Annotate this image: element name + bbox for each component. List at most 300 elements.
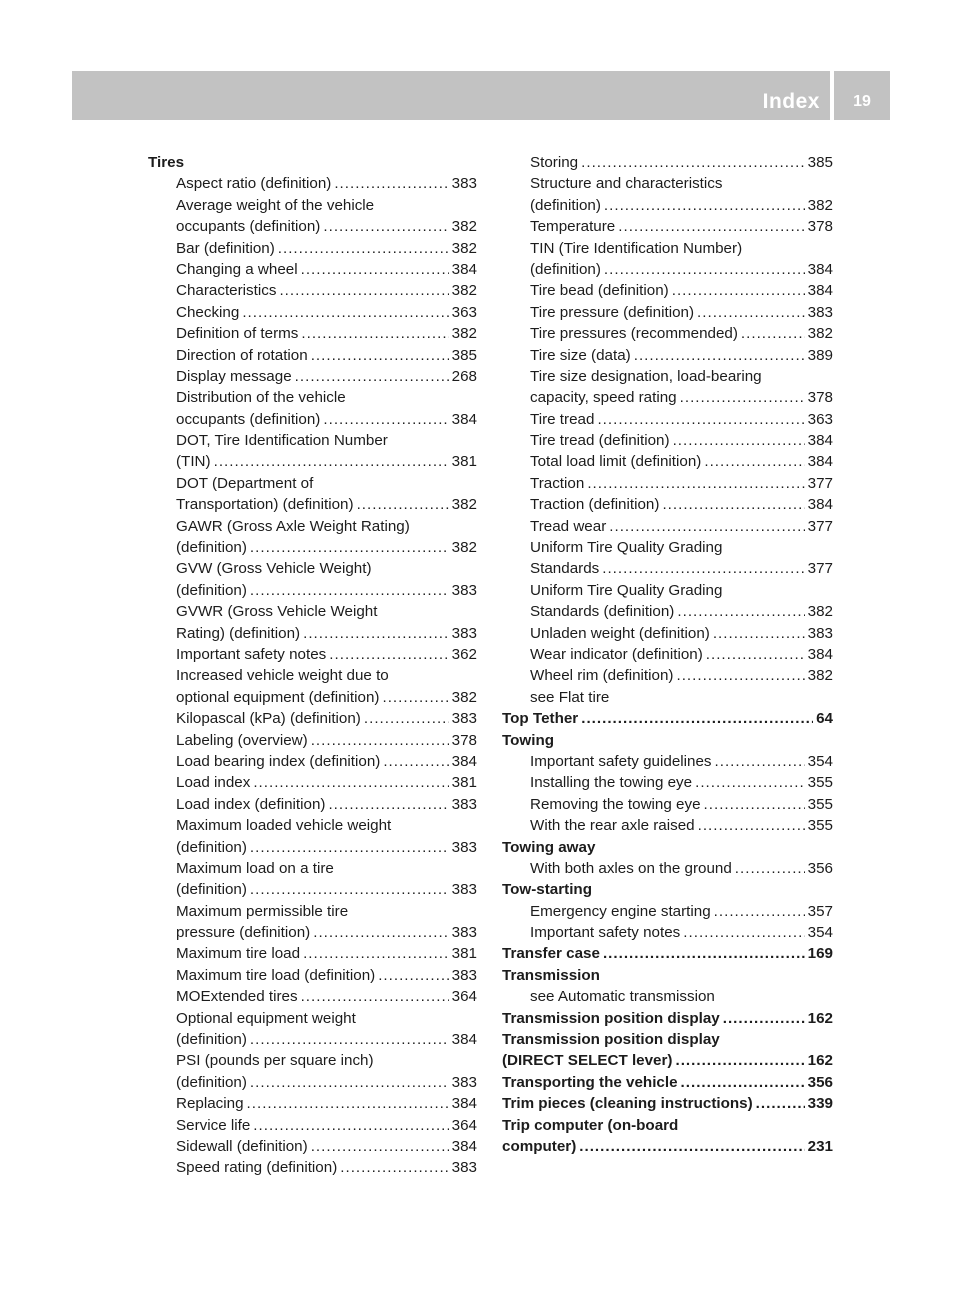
index-subentry	[502, 537, 833, 558]
index-subentry	[148, 430, 477, 451]
index-subentry	[502, 387, 833, 408]
index-entry	[502, 965, 833, 986]
page-reference: 383	[451, 1073, 477, 1091]
index-entry	[502, 1008, 833, 1029]
dot-leader	[323, 409, 448, 430]
dot-leader	[313, 922, 448, 943]
entry-text: (definition)	[176, 539, 247, 557]
entry-text: Aspect ratio (definition)	[176, 175, 332, 193]
entry-text: Increased vehicle weight due to	[176, 667, 389, 685]
entry-text: Transportation) (definition)	[176, 496, 354, 514]
dot-leader	[706, 644, 805, 665]
page-reference: 355	[807, 774, 833, 792]
dot-leader	[214, 451, 449, 472]
entry-text: Important safety notes	[530, 924, 681, 942]
dot-leader	[378, 965, 448, 986]
index-subentry	[148, 837, 477, 858]
page-reference: 383	[807, 624, 833, 642]
index-subentry	[148, 366, 477, 387]
entry-text: Towing	[502, 731, 555, 749]
index-subentry	[502, 216, 833, 237]
index-entry	[502, 708, 833, 729]
page-reference: 382	[807, 196, 833, 214]
entry-text: Total load limit (definition)	[530, 453, 702, 471]
index-subentry	[502, 922, 833, 943]
entry-text: Optional equipment weight	[176, 1009, 356, 1027]
page-reference: 377	[807, 560, 833, 578]
index-subentry	[502, 323, 833, 344]
page-reference: 383	[451, 710, 477, 728]
entry-text: Transmission position display	[502, 1031, 720, 1049]
page-reference: 384	[451, 752, 477, 770]
entry-text: (definition)	[176, 1031, 247, 1049]
page-reference: 381	[451, 453, 477, 471]
index-subentry	[148, 794, 477, 815]
entry-text: (definition)	[176, 881, 247, 899]
index-subentry	[148, 858, 477, 879]
index-subentry	[148, 772, 477, 793]
dot-leader	[328, 794, 448, 815]
entry-text: With both axles on the ground	[530, 859, 732, 877]
index-subentry	[502, 901, 833, 922]
index-subentry	[148, 1008, 477, 1029]
dot-leader	[311, 1136, 449, 1157]
page-reference: 383	[451, 924, 477, 942]
entry-text: Tire pressure (definition)	[530, 303, 695, 321]
dot-leader	[250, 1029, 449, 1050]
entry-text: Tread wear	[530, 517, 607, 535]
index-subentry	[502, 195, 833, 216]
dot-leader	[695, 772, 805, 793]
entry-text: Standards	[530, 560, 600, 578]
page-reference: 64	[816, 710, 833, 728]
page-reference: 383	[451, 795, 477, 813]
index-subentry	[502, 580, 833, 601]
page-reference: 339	[807, 1095, 833, 1113]
entry-text: Load index (definition)	[176, 795, 326, 813]
index-subentry	[502, 430, 833, 451]
page-reference: 381	[451, 945, 477, 963]
entry-text: Transfer case	[502, 945, 600, 963]
index-column-left	[148, 152, 477, 1179]
index-subentry	[148, 901, 477, 922]
page-reference: 378	[451, 731, 477, 749]
dot-leader	[311, 345, 449, 366]
entry-text: computer)	[502, 1137, 577, 1155]
index-subentry	[148, 345, 477, 366]
index-subentry	[148, 730, 477, 751]
page-reference: 354	[807, 752, 833, 770]
dot-leader	[340, 1157, 448, 1178]
entry-text: Direction of rotation	[176, 346, 308, 364]
entry-text: Maximum tire load	[176, 945, 301, 963]
entry-text: Changing a wheel	[176, 260, 298, 278]
dot-leader	[303, 943, 449, 964]
page-reference: 377	[807, 517, 833, 535]
index-subentry	[502, 601, 833, 622]
index-subentry	[502, 345, 833, 366]
entry-text: Distribution of the vehicle	[176, 389, 346, 407]
dot-leader	[677, 601, 804, 622]
entry-text: occupants (definition)	[176, 218, 321, 236]
page-reference: 383	[451, 175, 477, 193]
dot-leader	[278, 238, 449, 259]
dot-leader	[323, 216, 448, 237]
dot-leader	[714, 901, 805, 922]
index-entry	[502, 879, 833, 900]
dot-leader	[247, 1093, 449, 1114]
index-subentry	[502, 173, 833, 194]
index-subentry	[148, 1157, 477, 1178]
index-subentry	[148, 1136, 477, 1157]
page-reference: 384	[807, 260, 833, 278]
page-reference: 383	[451, 881, 477, 899]
index-subentry	[148, 409, 477, 430]
page-reference: 382	[451, 325, 477, 343]
index-subentry	[148, 815, 477, 836]
index-subentry	[148, 216, 477, 237]
page-reference: 378	[807, 218, 833, 236]
page-reference: 382	[807, 325, 833, 343]
entry-text: Top Tether	[502, 710, 579, 728]
page-reference: 384	[451, 1137, 477, 1155]
entry-text: Maximum load on a tire	[176, 859, 334, 877]
dot-leader	[597, 409, 804, 430]
index-subentry	[148, 1115, 477, 1136]
page-number-box	[834, 71, 890, 120]
entry-text: Uniform Tire Quality Grading	[530, 539, 723, 557]
entry-text: Trip computer (on-board	[502, 1116, 679, 1134]
page-reference: 382	[807, 667, 833, 685]
index-subentry	[148, 965, 477, 986]
index-subentry	[502, 665, 833, 686]
page-reference: 383	[807, 303, 833, 321]
dot-leader	[250, 1072, 449, 1093]
dot-leader	[609, 516, 804, 537]
index-entry	[502, 837, 833, 858]
index-subentry	[502, 623, 833, 644]
index-subentry	[148, 494, 477, 515]
entry-text: DOT (Department of	[176, 474, 314, 492]
dot-leader	[581, 152, 805, 173]
page-reference: 384	[807, 496, 833, 514]
index-subentry	[148, 601, 477, 622]
index-subentry	[148, 387, 477, 408]
entry-text: Tire size (data)	[530, 346, 631, 364]
page-reference: 383	[451, 1159, 477, 1177]
index-subentry	[502, 409, 833, 430]
index-subentry	[502, 794, 833, 815]
index-subentry	[502, 644, 833, 665]
entry-text: Load bearing index (definition)	[176, 752, 381, 770]
entry-text: Important safety guidelines	[530, 752, 712, 770]
index-subentry	[148, 986, 477, 1007]
dot-leader	[382, 687, 448, 708]
entry-text: pressure (definition)	[176, 924, 311, 942]
entry-text: Transporting the vehicle	[502, 1073, 678, 1091]
index-subentry	[502, 494, 833, 515]
entry-text: Storing	[530, 154, 579, 171]
entry-text: see Automatic transmission	[530, 988, 715, 1006]
entry-text: TIN (Tire Identification Number)	[530, 239, 743, 257]
dot-leader	[735, 858, 805, 879]
index-subentry	[148, 302, 477, 323]
index-subentry	[148, 195, 477, 216]
entry-text: capacity, speed rating	[530, 389, 677, 407]
index-entry	[148, 152, 477, 173]
entry-text: Tire tread	[530, 410, 595, 428]
dot-leader	[250, 580, 449, 601]
entry-text: see Flat tire	[530, 688, 610, 706]
dot-leader	[581, 708, 813, 729]
entry-text: Uniform Tire Quality Grading	[530, 581, 723, 599]
index-subentry	[502, 751, 833, 772]
index-subentry	[148, 1093, 477, 1114]
index-subentry	[502, 815, 833, 836]
index-subentry	[502, 687, 833, 708]
index-subentry	[502, 858, 833, 879]
dot-leader	[334, 173, 448, 194]
index-subentry	[148, 1072, 477, 1093]
index-subentry	[502, 473, 833, 494]
page-reference: 382	[451, 539, 477, 557]
dot-leader	[301, 323, 448, 344]
index-entry	[502, 730, 833, 751]
dot-leader	[301, 259, 449, 280]
index-subentry	[148, 644, 477, 665]
dot-leader	[242, 302, 448, 323]
page-reference: 363	[451, 303, 477, 321]
page-reference: 162	[807, 1009, 833, 1027]
page-reference: 357	[807, 902, 833, 920]
dot-leader	[618, 216, 804, 237]
entry-text: Wheel rim (definition)	[530, 667, 674, 685]
page-reference: 377	[807, 474, 833, 492]
index-subentry	[148, 708, 477, 729]
entry-text: Rating) (definition)	[176, 624, 301, 642]
entry-text: Tires	[148, 154, 185, 171]
entry-text: Traction	[530, 474, 585, 492]
entry-text: Bar (definition)	[176, 239, 275, 257]
index-subentry	[502, 772, 833, 793]
entry-text: (definition)	[176, 838, 247, 856]
dot-leader	[676, 665, 804, 686]
entry-text: Labeling (overview)	[176, 731, 308, 749]
entry-text: MOExtended tires	[176, 988, 298, 1006]
entry-text: Important safety notes	[176, 645, 327, 663]
page-reference: 384	[807, 282, 833, 300]
entry-text: GVW (Gross Vehicle Weight)	[176, 560, 372, 578]
entry-text: Definition of terms	[176, 325, 299, 343]
entry-text: (definition)	[530, 260, 601, 278]
entry-text: (definition)	[176, 581, 247, 599]
dot-leader	[604, 259, 805, 280]
entry-text: Sidewall (definition)	[176, 1137, 308, 1155]
index-entry	[502, 943, 833, 964]
dot-leader	[713, 623, 805, 644]
page-reference: 384	[451, 410, 477, 428]
dot-leader	[250, 537, 449, 558]
page-reference: 356	[807, 1073, 833, 1091]
entry-text: PSI (pounds per square inch)	[176, 1052, 374, 1070]
index-title: Index	[762, 90, 820, 113]
dot-leader	[697, 302, 805, 323]
dot-leader	[250, 837, 449, 858]
entry-text: Tow-starting	[502, 881, 592, 899]
dot-leader	[704, 451, 804, 472]
entry-text: Service life	[176, 1116, 251, 1134]
page-reference: 384	[451, 1095, 477, 1113]
page-reference: 383	[451, 581, 477, 599]
entry-text: Emergency engine starting	[530, 902, 711, 920]
index-entry	[502, 1050, 833, 1071]
entry-text: (definition)	[530, 196, 601, 214]
entry-text: Characteristics	[176, 282, 277, 300]
entry-text: GVWR (Gross Vehicle Weight	[176, 603, 378, 621]
page-reference: 384	[807, 432, 833, 450]
page-reference: 384	[451, 260, 477, 278]
dot-leader	[253, 772, 448, 793]
index-subentry	[148, 537, 477, 558]
page-reference: 381	[451, 774, 477, 792]
index-subentry	[148, 259, 477, 280]
index-subentry	[502, 152, 833, 173]
dot-leader	[634, 345, 805, 366]
dot-leader	[301, 986, 449, 1007]
dot-leader	[587, 473, 804, 494]
page-reference: 383	[451, 838, 477, 856]
entry-text: Towing away	[502, 838, 596, 856]
dot-leader	[253, 1115, 448, 1136]
index-subentry	[148, 280, 477, 301]
page-reference: 384	[807, 645, 833, 663]
index-subentry	[148, 238, 477, 259]
page-reference: 354	[807, 924, 833, 942]
page-reference: 385	[451, 346, 477, 364]
dot-leader	[311, 730, 449, 751]
dot-leader	[681, 1072, 805, 1093]
entry-text: Structure and characteristics	[530, 175, 723, 193]
index-subentry	[148, 173, 477, 194]
entry-text: Speed rating (definition)	[176, 1159, 338, 1177]
page-reference: 231	[807, 1137, 833, 1155]
dot-leader	[741, 323, 805, 344]
entry-text: Traction (definition)	[530, 496, 660, 514]
index-entry	[502, 1093, 833, 1114]
dot-leader	[756, 1093, 805, 1114]
page-reference: 356	[807, 859, 833, 877]
page-reference: 385	[807, 154, 833, 171]
page-reference: 382	[451, 239, 477, 257]
page-reference: 383	[451, 624, 477, 642]
page-reference: 355	[807, 817, 833, 835]
entry-text: optional equipment (definition)	[176, 688, 380, 706]
dot-leader	[723, 1008, 805, 1029]
page-reference: 268	[451, 367, 477, 385]
index-subentry	[502, 238, 833, 259]
entry-text: Tire tread (definition)	[530, 432, 670, 450]
dot-leader	[680, 387, 805, 408]
entry-text: Temperature	[530, 218, 616, 236]
entry-text: Trim pieces (cleaning instructions)	[502, 1095, 753, 1113]
index-subentry	[148, 943, 477, 964]
dot-leader	[383, 751, 448, 772]
entry-text: Maximum permissible tire	[176, 902, 349, 920]
page-number: 19	[853, 93, 871, 110]
dot-leader	[662, 494, 804, 515]
index-subentry	[148, 473, 477, 494]
entry-text: (definition)	[176, 1073, 247, 1091]
dot-leader	[357, 494, 449, 515]
entry-text: Unladen weight (definition)	[530, 624, 710, 642]
page-reference: 355	[807, 795, 833, 813]
dot-leader	[329, 644, 448, 665]
entry-text: Kilopascal (kPa) (definition)	[176, 710, 361, 728]
page-reference: 169	[807, 945, 833, 963]
index-column-right	[502, 152, 833, 1157]
index-subentry	[148, 516, 477, 537]
index-subentry	[502, 302, 833, 323]
index-subentry	[502, 516, 833, 537]
entry-text: Transmission position display	[502, 1009, 720, 1027]
index-subentry	[502, 280, 833, 301]
page-reference: 382	[451, 496, 477, 514]
entry-text: Load index	[176, 774, 251, 792]
header-bar	[72, 71, 830, 120]
index-entry	[502, 1115, 833, 1136]
entry-text: Tire size designation, load-bearing	[530, 367, 762, 385]
page-reference: 382	[451, 688, 477, 706]
page-reference: 384	[451, 1031, 477, 1049]
dot-leader	[698, 815, 805, 836]
entry-text: occupants (definition)	[176, 410, 321, 428]
dot-leader	[672, 280, 805, 301]
index-subentry	[148, 323, 477, 344]
entry-text: (TIN)	[176, 453, 211, 471]
page-reference: 378	[807, 389, 833, 407]
entry-text: Tire pressures (recommended)	[530, 325, 738, 343]
entry-text: Display message	[176, 367, 292, 385]
page-reference: 363	[807, 410, 833, 428]
entry-text: Average weight of the vehicle	[176, 196, 375, 214]
page-reference: 389	[807, 346, 833, 364]
page-reference: 382	[451, 282, 477, 300]
index-subentry	[148, 687, 477, 708]
dot-leader	[579, 1136, 804, 1157]
index-subentry	[148, 922, 477, 943]
page-reference: 364	[451, 1116, 477, 1134]
dot-leader	[603, 943, 805, 964]
dot-leader	[250, 879, 449, 900]
index-subentry	[502, 986, 833, 1007]
index-entry	[502, 1072, 833, 1093]
dot-leader	[683, 922, 804, 943]
dot-leader	[673, 430, 805, 451]
page-reference: 362	[451, 645, 477, 663]
index-subentry	[148, 1029, 477, 1050]
dot-leader	[704, 794, 805, 815]
index-subentry	[148, 451, 477, 472]
index-subentry	[148, 580, 477, 601]
index-subentry	[148, 665, 477, 686]
entry-text: (DIRECT SELECT lever)	[502, 1052, 673, 1070]
entry-text: Maximum tire load (definition)	[176, 966, 376, 984]
dot-leader	[279, 280, 448, 301]
page-reference: 382	[451, 218, 477, 236]
index-subentry	[148, 558, 477, 579]
index-subentry	[502, 259, 833, 280]
entry-text: Transmission	[502, 966, 600, 984]
